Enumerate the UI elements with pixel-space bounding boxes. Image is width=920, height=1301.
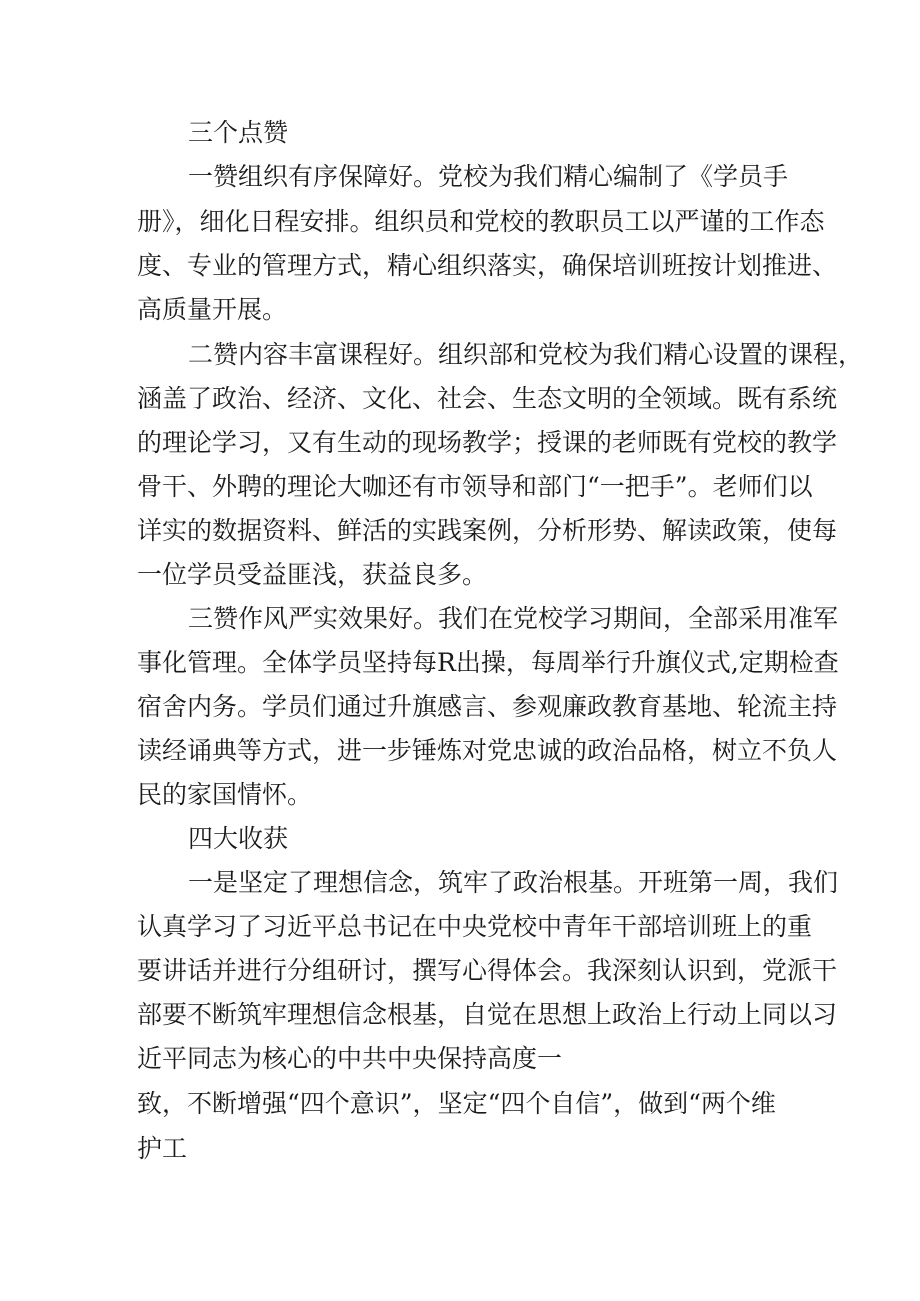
paragraph-line: 部要不断筑牢理想信念根基，自觉在思想上政治上行动上同以习 <box>137 1000 838 1029</box>
heading-four-gains: 四大收获 <box>188 824 289 853</box>
paragraph-line: 骨干、外聘的理论大咖还有市领导和部门“一把手”。老师们以 <box>137 472 813 501</box>
paragraph-line: 事化管理。全体学员坚持每R出操，每周举行升旗仪式,定期检查 <box>137 648 839 677</box>
paragraph-line: 详实的数据资料、鲜活的实践案例，分析形势、解读政策，使每 <box>137 516 838 545</box>
paragraph-line: 致，不断增强“四个意识”，坚定“四个自信”，做到“两个维 <box>137 1089 776 1118</box>
paragraph-line: 要讲话并进行分组研讨，撰写心得体会。我深刻认识到，党派干 <box>137 956 838 985</box>
paragraph-line: 册》，细化日程安排。组织员和党校的教职员工以严谨的工作态 <box>137 207 825 236</box>
paragraph-line: 的理论学习，又有生动的现场教学；授课的老师既有党校的教学 <box>137 428 838 457</box>
paragraph-line: 度、专业的管理方式，精心组织落实，确保培训班按计划推进、 <box>137 251 838 280</box>
paragraph-line: 一赞组织有序保障好。党校为我们精心编制了《学员手 <box>188 162 789 191</box>
paragraph-line: 涵盖了政治、经济、文化、社会、生态文明的全领域。既有系统 <box>137 384 838 413</box>
paragraph-line: 读经诵典等方式，进一步锤炼对党忠诚的政治品格，树立不负人 <box>137 736 838 765</box>
paragraph-line: 一是坚定了理想信念，筑牢了政治根基。开班第一周，我们 <box>188 868 839 897</box>
paragraph-line: 民的家国情怀。 <box>137 780 313 809</box>
paragraph-line: 一位学员受益匪浅，获益良多。 <box>137 560 488 589</box>
paragraph-line: 认真学习了习近平总书记在中央党校中青年干部培训班上的重 <box>137 912 813 941</box>
heading-three-praises: 三个点赞 <box>188 118 289 147</box>
paragraph-line: 近平同志为核心的中共中央保持高度一 <box>137 1044 563 1073</box>
paragraph-line: 二赞内容丰富课程好。组织部和党校为我们精心设置的课程， <box>188 340 864 369</box>
paragraph-line: 护工 <box>137 1134 188 1163</box>
paragraph-line: 宿舍内务。学员们通过升旗感言、参观廉政教育基地、轮流主持 <box>137 692 838 721</box>
paragraph-line: 高质量开展。 <box>137 295 288 324</box>
paragraph-line: 三赞作风严实效果好。我们在党校学习期间，全部采用准军 <box>188 604 839 633</box>
